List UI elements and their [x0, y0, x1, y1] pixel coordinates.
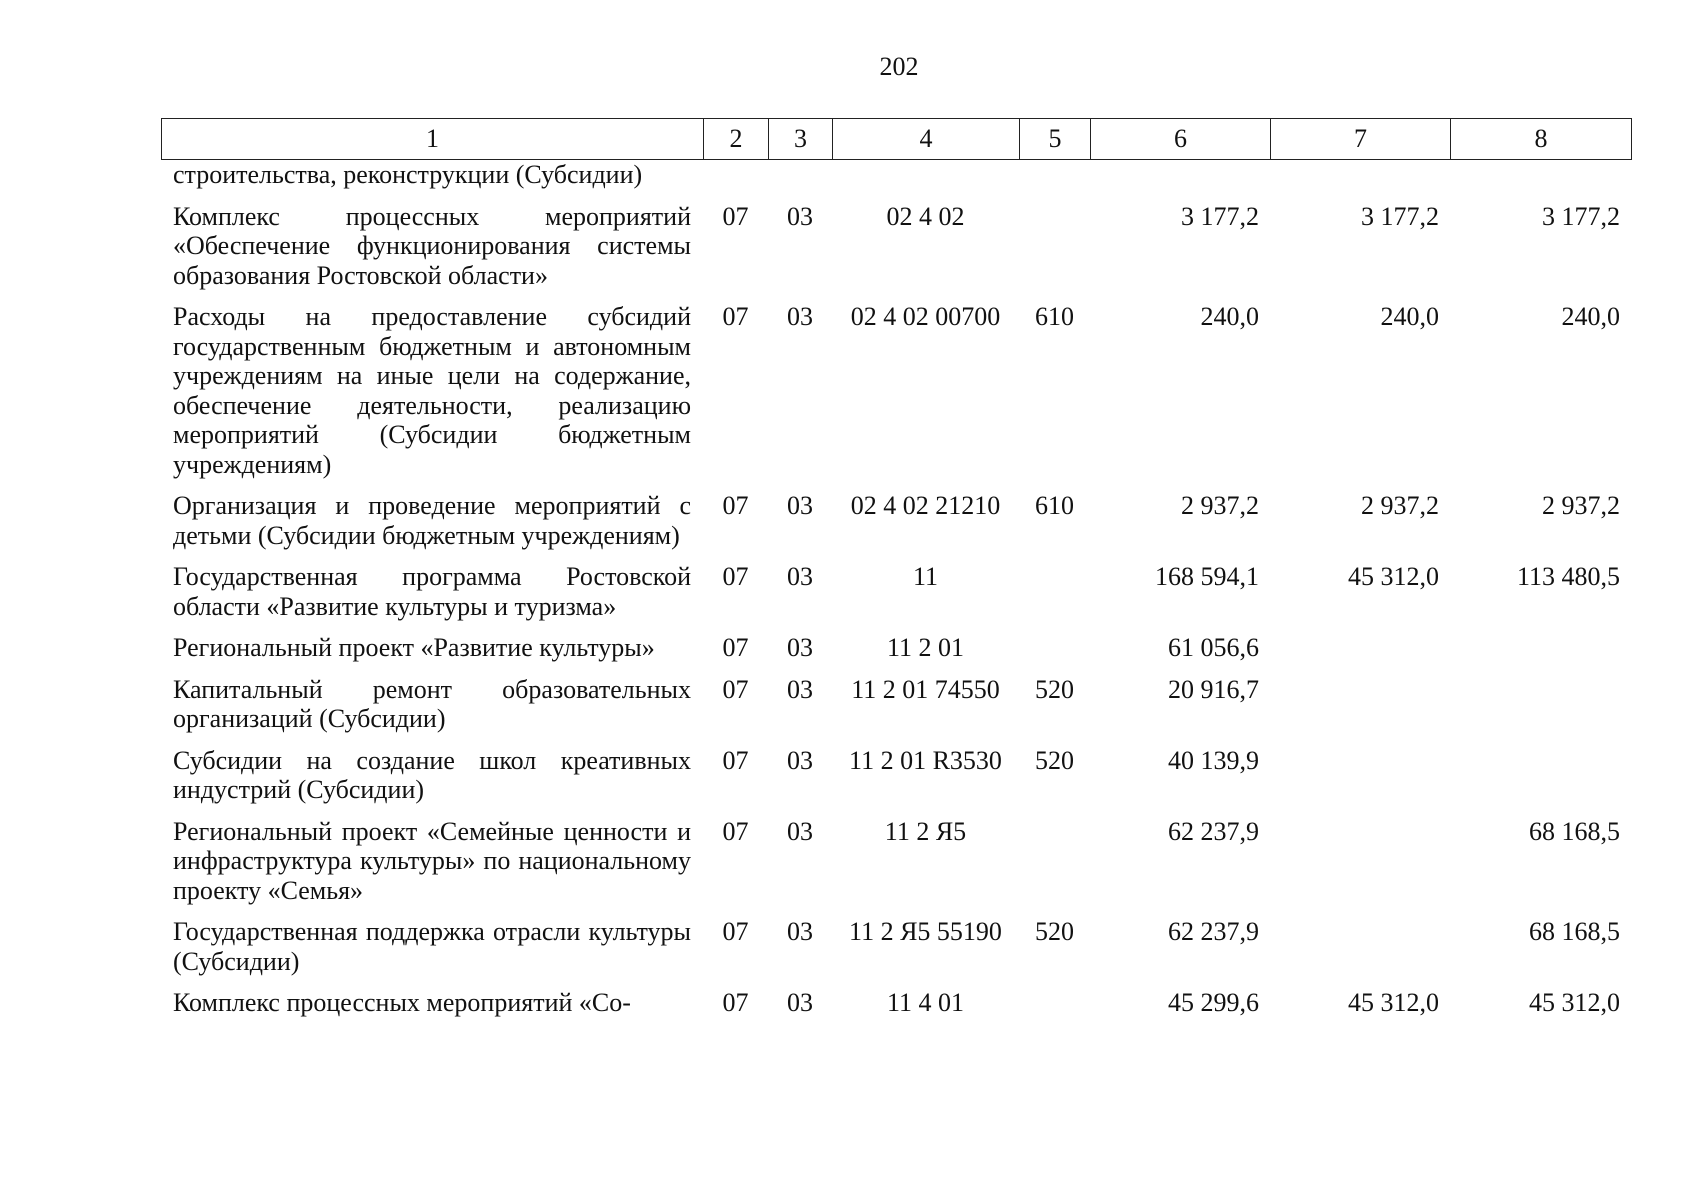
row-target-code: 11 4 01 — [886, 988, 965, 1017]
header-col-1: 1 — [162, 119, 704, 160]
row-value-7: 240,0 — [1380, 302, 1439, 331]
row-section: 07 — [722, 674, 749, 704]
header-col-3: 3 — [769, 119, 833, 160]
table-row — [161, 302, 1631, 491]
row-section: 07 — [722, 302, 749, 331]
table-row — [161, 917, 1631, 988]
row-value-8 — [1450, 633, 1631, 675]
row-name: Комплекс процессных мероприятий «Обеспечение функционирования системы образования Ростовской области» — [173, 201, 691, 290]
row-section: 07 — [722, 816, 749, 846]
row-section — [703, 160, 768, 202]
row-name: Субсидии на создание школ креативных индустрий (Субсидии) — [173, 745, 691, 804]
row-value-6: 45 299,6 — [1168, 988, 1259, 1017]
row-expense-type — [1019, 202, 1090, 303]
row-value-7 — [1270, 817, 1450, 918]
row-value-6 — [1090, 160, 1270, 202]
row-target-code: 02 4 02 — [886, 201, 965, 231]
row-subsection: 03 — [787, 674, 813, 704]
row-value-6: 20 916,7 — [1168, 674, 1259, 704]
row-expense-type: 610 — [1035, 491, 1074, 520]
table-row — [161, 746, 1631, 817]
page-number: 202 — [879, 52, 919, 81]
table-row — [161, 817, 1631, 918]
row-target-code: 02 4 02 21210 — [850, 491, 1001, 520]
header-col-5: 5 — [1020, 119, 1091, 160]
row-target-code: 11 2 Я5 55190 — [849, 917, 1002, 946]
row-value-8: 68 168,5 — [1529, 816, 1620, 846]
row-value-8: 2 937,2 — [1542, 491, 1620, 520]
header-row — [162, 119, 1632, 160]
row-target-code: 02 4 02 00700 — [850, 302, 1001, 331]
row-expense-type — [1019, 988, 1090, 1030]
row-section: 07 — [722, 745, 749, 775]
row-value-8: 3 177,2 — [1542, 201, 1620, 231]
row-section: 07 — [722, 491, 749, 520]
row-name: Комплекс процессных мероприятий «Со- — [173, 988, 631, 1017]
row-value-6: 40 139,9 — [1168, 745, 1259, 775]
row-expense-type — [1019, 562, 1090, 633]
row-value-8: 68 168,5 — [1529, 917, 1620, 946]
row-name: Государственная поддержка отрасли культуры (Субсидии) — [173, 917, 691, 976]
row-name: Региональный проект «Развитие культуры» — [173, 633, 655, 662]
row-target-code: 11 — [912, 562, 939, 591]
row-target-code: 11 2 01 74550 — [851, 674, 1000, 704]
row-value-8 — [1450, 160, 1631, 202]
row-target-code: 11 2 Я5 — [884, 816, 967, 846]
header-col-7: 7 — [1271, 119, 1451, 160]
row-section: 07 — [722, 562, 749, 591]
header-col-8: 8 — [1451, 119, 1632, 160]
table-header — [161, 118, 1632, 160]
row-subsection: 03 — [787, 491, 813, 520]
row-subsection: 03 — [787, 633, 813, 662]
row-value-7 — [1270, 160, 1450, 202]
row-value-6: 2 937,2 — [1181, 491, 1259, 520]
row-target-code: 11 2 01 — [886, 633, 965, 662]
row-section: 07 — [722, 917, 749, 946]
header-col-2: 2 — [704, 119, 769, 160]
row-value-7 — [1270, 917, 1450, 988]
row-expense-type — [1019, 160, 1090, 202]
header-col-6: 6 — [1091, 119, 1271, 160]
budget-table — [161, 160, 1631, 1030]
row-name: Организация и проведение мероприятий с детьми (Субсидии бюджетным учреждениям) — [173, 491, 691, 550]
row-name: Расходы на предоставление субсидий государственным бюджетным и автономным учреждениям на иные цели на содержание, обеспечение деятельности, реализацию мероприятий (Субсидии бюджетным учреждениям) — [173, 302, 691, 479]
row-value-7: 2 937,2 — [1361, 491, 1439, 520]
row-value-8 — [1450, 746, 1631, 817]
table-row — [161, 633, 1631, 675]
row-value-6: 3 177,2 — [1181, 201, 1259, 231]
row-subsection: 03 — [787, 745, 813, 775]
row-value-6: 168 594,1 — [1155, 562, 1259, 591]
row-name: Государственная программа Ростовской области «Развитие культуры и туризма» — [173, 562, 691, 621]
table-row — [161, 675, 1631, 746]
row-expense-type — [1019, 633, 1090, 675]
row-value-6: 61 056,6 — [1168, 633, 1259, 662]
row-name: Капитальный ремонт образовательных организаций (Субсидии) — [173, 674, 691, 733]
row-expense-type: 520 — [1035, 745, 1074, 775]
table-row — [161, 202, 1631, 303]
row-subsection: 03 — [787, 917, 813, 946]
row-subsection: 03 — [787, 201, 813, 231]
table-row — [161, 160, 1631, 202]
row-expense-type: 610 — [1035, 302, 1074, 331]
table-row — [161, 491, 1631, 562]
row-value-6: 62 237,9 — [1168, 816, 1259, 846]
row-value-8: 113 480,5 — [1516, 562, 1620, 591]
row-value-8 — [1450, 675, 1631, 746]
row-expense-type: 520 — [1035, 674, 1074, 704]
table-row — [161, 988, 1631, 1030]
row-value-6: 240,0 — [1200, 302, 1259, 331]
row-section: 07 — [722, 201, 749, 231]
row-name: Региональный проект «Семейные ценности и инфраструктура культуры» по национальному проекту «Семья» — [173, 816, 691, 905]
row-value-8: 240,0 — [1561, 302, 1620, 331]
row-expense-type — [1019, 817, 1090, 918]
row-target-code: 11 2 01 R3530 — [849, 745, 1002, 775]
row-value-6: 62 237,9 — [1168, 917, 1259, 946]
row-section: 07 — [722, 988, 749, 1017]
row-name: строительства, реконструкции (Субсидии) — [173, 160, 643, 189]
row-expense-type: 520 — [1035, 917, 1074, 946]
row-subsection: 03 — [787, 562, 813, 591]
row-value-7 — [1270, 633, 1450, 675]
row-subsection: 03 — [787, 816, 813, 846]
row-value-7: 45 312,0 — [1348, 562, 1439, 591]
row-value-7 — [1270, 675, 1450, 746]
header-col-4: 4 — [833, 119, 1020, 160]
row-section: 07 — [722, 633, 749, 662]
row-value-8: 45 312,0 — [1529, 988, 1620, 1017]
row-value-7: 45 312,0 — [1348, 988, 1439, 1017]
row-target-code — [832, 160, 1019, 202]
row-subsection: 03 — [787, 302, 813, 331]
row-value-7: 3 177,2 — [1361, 201, 1439, 231]
row-subsection — [768, 160, 832, 202]
table-row — [161, 562, 1631, 633]
row-value-7 — [1270, 746, 1450, 817]
row-subsection: 03 — [787, 988, 813, 1017]
